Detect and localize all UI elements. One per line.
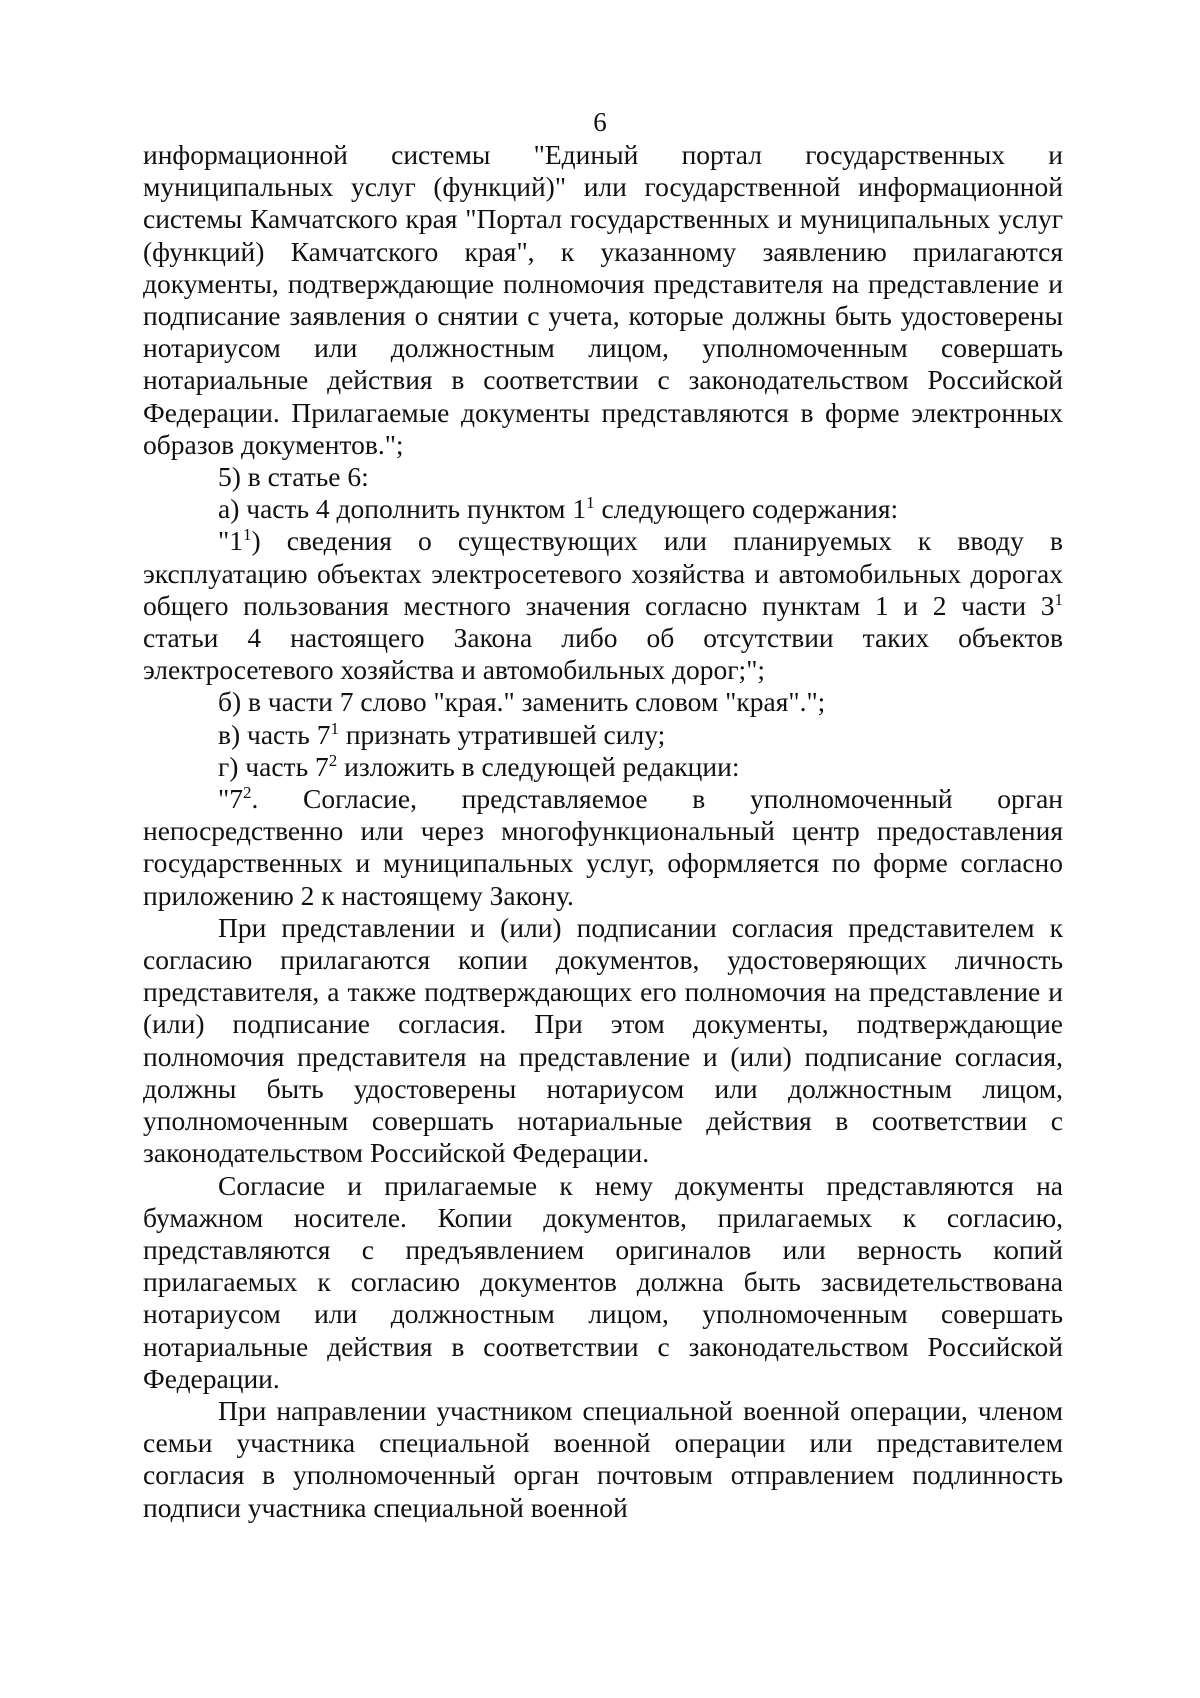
paragraph-text: При представлении и (или) подписании согласия представителем к согласию прилагаются копии документов, удостоверяющих личность представителя, а также подтверждающих его полномочия на представление и (или) подписание согласия. При этом документы, подтверждающие полномочия представителя на представление и (или) подписание согласия, должны быть удостоверены нотариусом или должностным лицом, уполномоченным совершать нотариальные действия в соответствии с законодательством Российской Федерации. — [143, 911, 1063, 1169]
paragraph — [143, 912, 1063, 1170]
superscript: 1 — [1054, 589, 1063, 609]
paragraph-text: в) часть 7 — [218, 718, 331, 750]
paragraph — [143, 1170, 1063, 1395]
paragraph-text: изложить в следующей редакции: — [337, 750, 740, 782]
paragraph — [143, 139, 1063, 461]
superscript: 1 — [242, 525, 252, 545]
document-body — [143, 139, 1063, 1524]
paragraph-text: г) часть 7 — [218, 750, 329, 782]
paragraph-text: . Согласие, представляемое в уполномоченный орган непосредственно или через многофункциональный центр предоставления государственных и муниципальных услуг, оформляется по форме согласно приложению 2 к настоящему Закону. — [143, 783, 1063, 911]
paragraph-text: При направлении участником специальной военной операции, членом семьи участника специальной военной операции или представителем согласия в уполномоченный орган почтовым отправлением подлинность подписи участника специальной военной — [143, 1394, 1063, 1523]
paragraph-text: а) часть 4 дополнить пунктом 1 — [218, 493, 587, 525]
paragraph — [143, 719, 1063, 751]
paragraph-text: "7 — [218, 783, 243, 815]
superscript: 2 — [242, 782, 252, 802]
paragraph — [143, 525, 1063, 686]
paragraph-text: признать утратившей силу; — [338, 718, 666, 750]
superscript: 2 — [328, 750, 338, 770]
paragraph-text: статьи 4 настоящего Закона либо об отсутствии таких объектов электросетевого хозяйства и автомобильных дорог;"; — [143, 622, 1063, 686]
paragraph-text: б) в части 7 слово "края." заменить словом "края"."; — [218, 686, 826, 718]
superscript: 1 — [330, 718, 339, 738]
paragraph — [143, 493, 1063, 525]
paragraph — [143, 1395, 1063, 1524]
paragraph — [143, 461, 1063, 493]
paragraph-text: ) сведения о существующих или планируемых к вводу в эксплуатацию объектах электросетевого хозяйства и автомобильных дорогах общего пользования местного значения согласно пунктам 1 и 2 части 3 — [143, 525, 1063, 621]
paragraph — [143, 751, 1063, 783]
paragraph — [143, 686, 1063, 718]
paragraph-text: следующего содержания: — [594, 493, 899, 525]
paragraph-text: 5) в статье 6: — [218, 461, 369, 493]
paragraph-text: информационной системы "Единый портал государственных и муниципальных услуг (функций)" или государственной информационной системы Камчатского края "Портал государственных и муниципальных услуг (функций) Камчатского края", к указанному заявлению прилагаются документы, подтверждающие полномочия представителя на представление и подписание заявления о снятии с учета, которые должны быть удостоверены нотариусом или должностным лицом, уполномоченным совершать нотариальные действия в соответствии с законодательством Российской Федерации. Прилагаемые документы представляются в форме электронных образов документов."; — [143, 139, 1063, 460]
paragraph — [143, 783, 1063, 912]
paragraph-text: Согласие и прилагаемые к нему документы представляются на бумажном носителе. Копии документов, прилагаемых к согласию, представляются с предъявлением оригиналов или верность копий прилагаемых к согласию документов должна быть засвидетельствована нотариусом или должностным лицом, уполномоченным совершать нотариальные действия в соответствии с законодательством Российской Федерации. — [143, 1169, 1063, 1394]
superscript: 1 — [586, 493, 595, 513]
paragraph-text: "1 — [218, 525, 243, 557]
page-number: 6 — [593, 107, 607, 137]
